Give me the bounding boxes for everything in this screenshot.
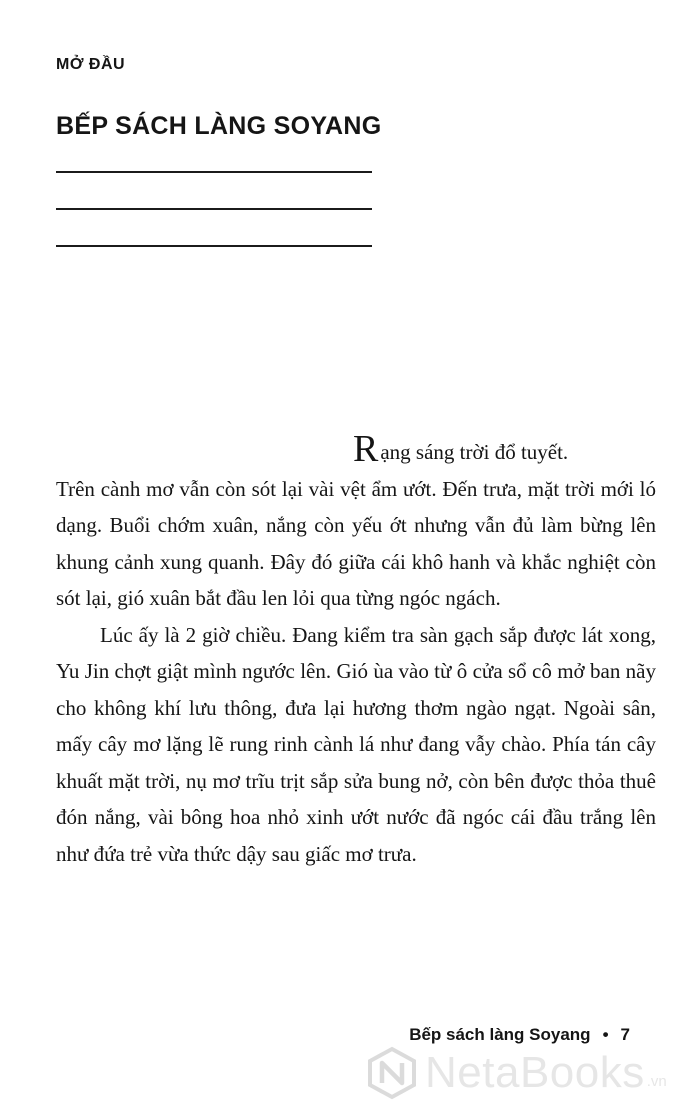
chapter-label: MỞ ĐẦU bbox=[56, 56, 126, 73]
blank-rule-line bbox=[56, 208, 372, 210]
first-line-text: ạng sáng trời đổ tuyết. bbox=[380, 440, 569, 464]
netabooks-logo-icon bbox=[365, 1046, 419, 1100]
blank-rule-line bbox=[56, 245, 372, 247]
footer-separator: • bbox=[602, 1025, 609, 1044]
body-text bbox=[56, 428, 656, 872]
chapter-title: BẾP SÁCH LÀNG SOYANG bbox=[56, 112, 382, 140]
watermark bbox=[365, 1046, 667, 1100]
drop-cap: R bbox=[353, 428, 379, 470]
page-footer bbox=[409, 1025, 630, 1045]
first-line bbox=[56, 428, 656, 471]
running-title: Bếp sách làng Soyang bbox=[409, 1025, 591, 1044]
paragraph-2: Lúc ấy là 2 giờ chiều. Đang kiểm tra sàn gạch sắp được lát xong, Yu Jin chợt giật mình ngước lên. Gió ùa vào từ ô cửa sổ cô mở ban nãy cho không khí lưu thông, đưa lại hương thơm ngào ngạt. Ngoài sân, mấy cây mơ lặng lẽ rung rinh cành lá như đang vẫy chào. Phía tán cây khuất mặt trời, nụ mơ trĩu trịt sắp sửa bung nở, còn bên được thỏa thuê đón nắng, vài bông hoa nhỏ xinh ướt nước đã ngóc cái đầu trắng lên như đứa trẻ vừa thức dậy sau giấc mơ trưa. bbox=[56, 622, 656, 866]
watermark-text: NetaBooks bbox=[425, 1048, 645, 1097]
paragraph-1 bbox=[56, 428, 656, 617]
blank-rule-line bbox=[56, 171, 372, 173]
watermark-suffix: .vn bbox=[646, 1073, 667, 1090]
paragraph-1-text: Trên cành mơ vẫn còn sót lại vài vệt ẩm ướt. Đến trưa, mặt trời mới ló dạng. Buổi chớm xuân, nắng còn yếu ớt nhưng vẫn đủ làm bừng lên khung cảnh xung quanh. Đây đó giữa cái khô hanh và khắc nghiệt còn sót lại, gió xuân bắt đầu len lỏi qua từng ngóc ngách. bbox=[56, 476, 656, 610]
page-number: 7 bbox=[620, 1025, 630, 1044]
